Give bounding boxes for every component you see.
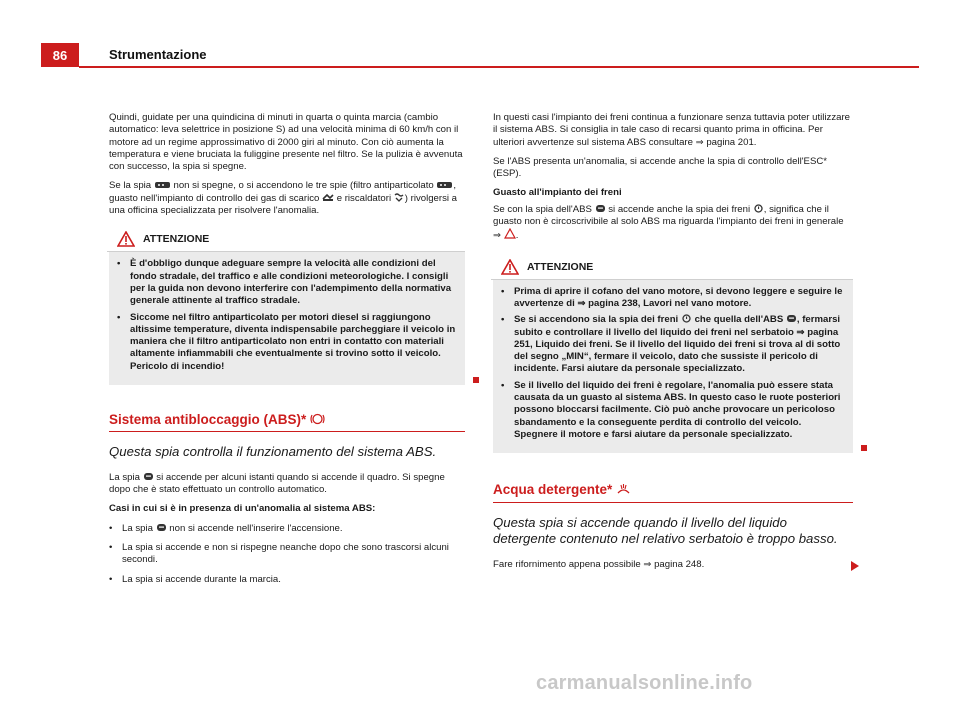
section-end-marker xyxy=(861,445,867,451)
right-column xyxy=(493,112,853,578)
warning-title: ATTENZIONE xyxy=(527,260,594,273)
warning-triangle-icon xyxy=(117,231,135,247)
abs-icon xyxy=(143,472,154,481)
page-number: 86 xyxy=(41,43,79,67)
warning-item: • Se si accendono sia la spia dei freni che quella dell'ABS , fermarsi subito e controllare il livello del liquido dei freni nel serbatoio ⇒ pagina 251, Liquido dei freni. Se il livello del liquido dei freni si trova al di sotto del segno „MIN“, fermare il veicolo, dato che sussiste il pericolo di incidente. Farsi aiutare da personale specializzato. xyxy=(501,314,841,375)
exhaust-icon xyxy=(322,193,334,202)
dpf-icon xyxy=(154,181,171,189)
warning-triangle-icon xyxy=(504,228,516,239)
paragraph: La spia si accende per alcuni istanti quando si accende il quadro. Si spegne dopo che è stato effettuato un controllo automatico. xyxy=(109,471,445,496)
text: , guasto nell'impianto di controllo dei gas di scarico xyxy=(109,180,457,204)
abs-icon xyxy=(786,314,797,323)
brake-icon xyxy=(753,204,764,213)
warning-title: ATTENZIONE xyxy=(143,233,210,246)
continue-arrow-icon xyxy=(851,561,859,571)
list-item: • La spia si accende e non si rispegne neanche dopo che sono trascorsi alcuni secondi. xyxy=(109,542,449,566)
text: e riscaldatori xyxy=(336,192,392,204)
warning-header xyxy=(107,227,465,252)
paragraph: Se l'ABS presenta un'anomalia, si accende anche la spia di controllo dell'ESC* (ESP). xyxy=(493,155,828,180)
paragraph: Se con la spia dell'ABS si accende anche la spia dei freni , significa che il guasto non è circoscrivibile al solo ABS ma riguarda l'impianto dei freni in generale ⇒ . xyxy=(493,203,844,242)
left-column xyxy=(109,112,465,593)
warning-item: • Prima di aprire il cofano del vano motore, si devono leggere e seguire le avvertenze di ⇒ pagina 238, Lavori nel vano motore. xyxy=(501,285,843,309)
subheading: Guasto all'impianto dei freni xyxy=(493,187,622,199)
warning-box xyxy=(493,255,853,454)
paragraph: Fare rifornimento appena possibile ⇒ pagina 248. xyxy=(493,559,853,571)
section-subtitle: Questa spia controlla il funzionamento del sistema ABS. xyxy=(109,444,437,460)
header-divider xyxy=(79,66,919,68)
warning-item: • Se il livello del liquido dei freni è regolare, l'anomalia può essere stata causata da un guasto al sistema ABS. In questo caso le ruote posteriori possono bloccarsi facilmente. Ciò può anche provocare un pericoloso sbandamento e la conseguente perdita di controllo del veicolo. Spegnere il motore e farsi aiutare da personale specializzato. xyxy=(501,379,841,440)
glow-plug-icon xyxy=(394,193,405,202)
warning-item: • È d'obbligo dunque adeguare sempre la velocità alle condizioni del fondo stradale, del traffico e alle condizioni meteorologiche. I consigli per la guida non devono interferire con l'adempimento della normativa generale attinente al traffico stradale. xyxy=(117,258,452,307)
warning-item: • Siccome nel filtro antiparticolato per motori diesel si raggiungono altissime temperature, diventa indispensabile parcheggiare il veicolo in maniera che il filtro antiparticolato non entri in contatto con materiali altamente infiammabili che eventualmente si trovino sotto il veicolo. Pericolo di incendio! xyxy=(117,311,456,372)
abs-icon xyxy=(310,413,325,425)
section-title: Sistema antibloccaggio (ABS)* xyxy=(109,413,465,432)
dpf-icon xyxy=(436,181,453,189)
warning-body xyxy=(109,252,465,379)
paragraph: In questi casi l'impianto dei freni continua a funzionare senza tuttavia poter utilizzare il sistema ABS. Si consiglia in tale caso di recarsi quanto prima in officina. Per ulteriori avvertenze sul sistema ABS consultare ⇒ pagina 201. xyxy=(493,112,851,148)
abs-icon xyxy=(156,523,167,532)
warning-box xyxy=(109,227,465,385)
warning-triangle-icon xyxy=(501,259,519,275)
paragraph: Quindi, guidate per una quindicina di minuti in quarta o quinta marcia (cambio automatico: leva selettrice in posizione S) ad una velocità minima di 60 km/h con il motore ad un regime approssimativo di 2000 giri al minuto. Con ciò aumenta la temperatura e viene bruciata la fuliggine presente nel filtro. Se la pulizia è avvenuta con successo, la spia si spegne. xyxy=(109,112,463,173)
paragraph xyxy=(109,180,465,217)
text: non si spegne, o si accendono le tre spie (filtro antiparticolato xyxy=(173,180,434,192)
section-title: Acqua detergente* xyxy=(493,483,853,502)
section-subtitle: Questa spia si accende quando il livello del liquido detergente contenuto nel relativo serbatoio è troppo basso. xyxy=(493,514,838,547)
list-heading: Casi in cui si è in presenza di un'anomalia al sistema ABS: xyxy=(109,503,376,515)
abs-icon xyxy=(595,204,606,213)
list-item: • La spia non si accende nell'inserire l'accensione. xyxy=(109,522,343,534)
section-end-marker xyxy=(473,377,479,383)
list-item: • La spia si accende durante la marcia. xyxy=(109,573,281,585)
text: ) rivolgersi a una officina specializzata per risolvere l'anomalia. xyxy=(109,192,458,217)
warning-body xyxy=(493,280,853,448)
washer-icon xyxy=(616,483,631,495)
text: Se la spia xyxy=(109,180,152,192)
warning-header xyxy=(491,255,853,280)
brake-icon xyxy=(681,314,692,323)
watermark: carmanualsonline.info xyxy=(536,672,753,694)
chapter-title: Strumentazione xyxy=(109,47,207,62)
